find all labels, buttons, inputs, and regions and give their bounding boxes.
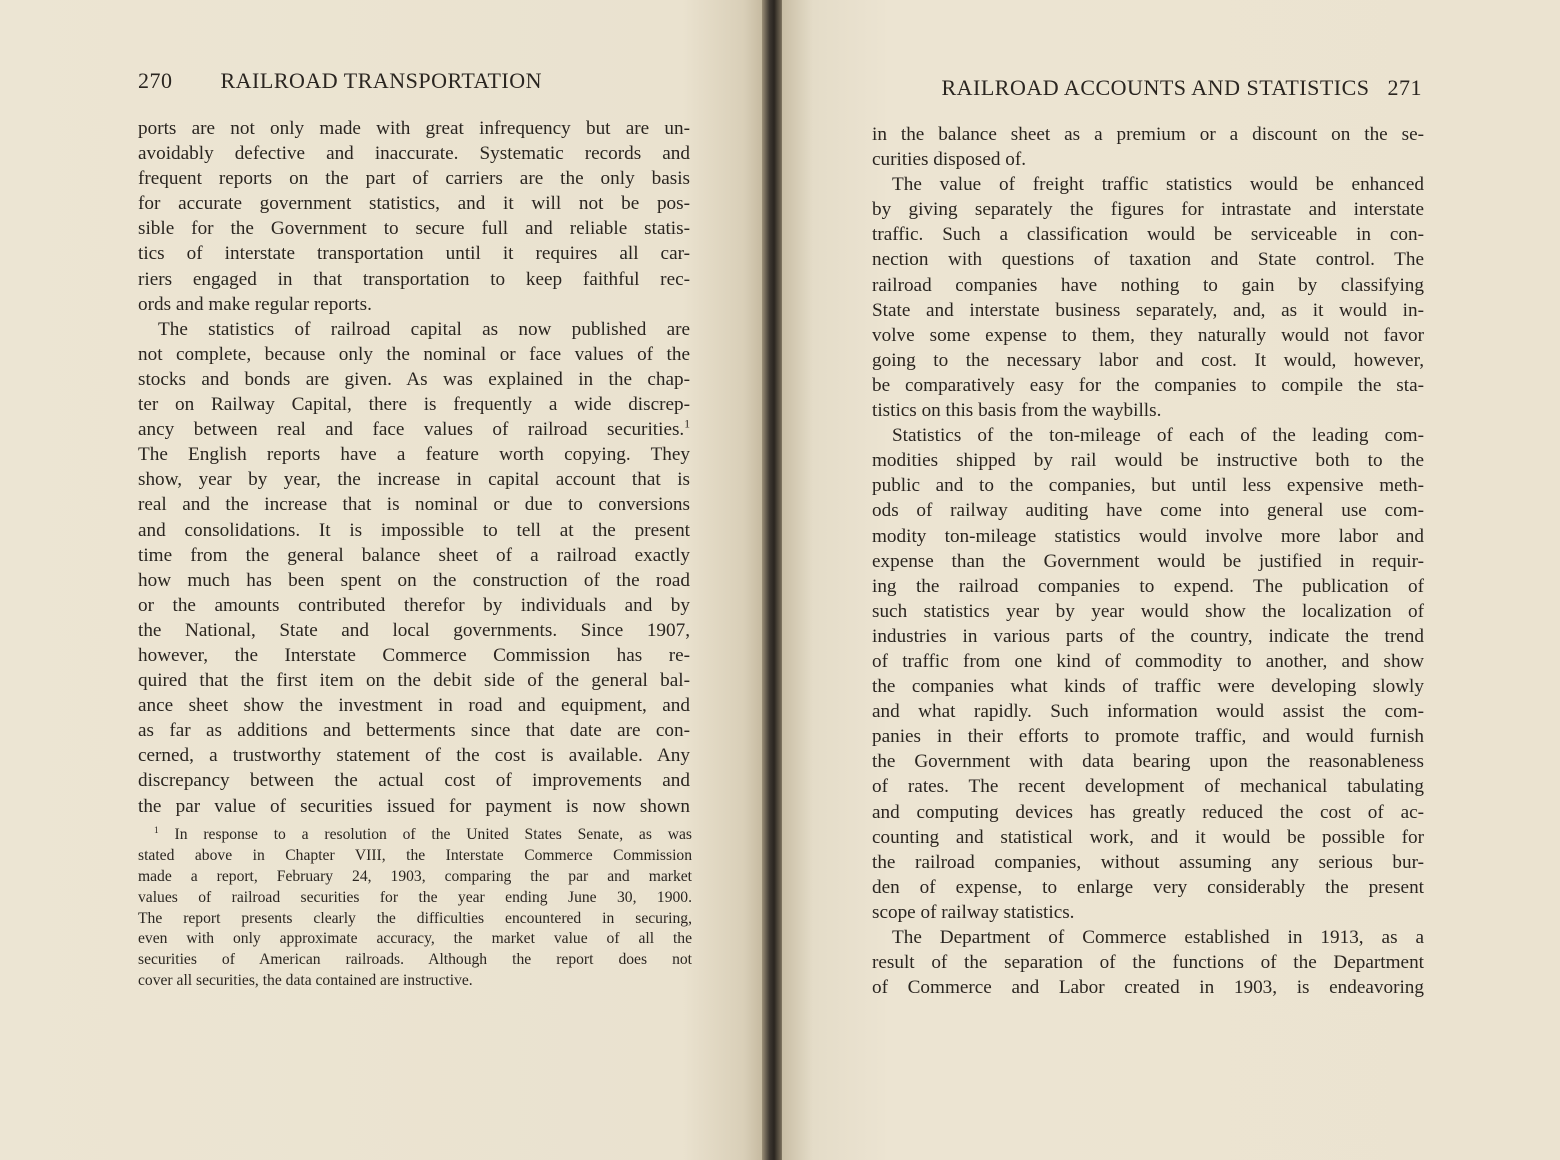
footnote-block [138,825,692,992]
text-line: going to the necessary labor and cost. It would, however, [872,349,1424,371]
text-line: counting and statistical work, and it would be possible for [872,826,1424,848]
text-line: ancy between real and face values of railroad securities. [138,419,685,441]
text-line: tistics on this basis from the waybills. [872,400,1162,422]
right-body-text [872,122,1424,1000]
text-line: The Department of Commerce established in 1913, as a [892,927,1424,948]
text-line: and computing devices has greatly reduced the cost of ac- [872,801,1424,823]
text-line: The value of freight traffic statistics would be enhanced [892,174,1424,196]
text-line: frequent reports on the part of carriers are the only basis [138,168,690,190]
footnote-line: The report presents clearly the difficulties encountered in securing, [138,909,692,927]
text-line: for accurate government statistics, and it will not be pos- [138,193,690,215]
footnote-line: values of railroad securities for the year ending June 30, 1900. [138,888,692,906]
text-line: den of expense, to enlarge very considerably the present [872,876,1424,898]
text-line: such statistics year by year would show the localization of [872,600,1424,622]
text-line: result of the separation of the functions of the Department [872,952,1424,974]
text-line: of rates. The recent development of mechanical tabulating [872,776,1424,798]
text-line: show, year by year, the increase in capital account that is [138,469,690,491]
footnote-line: made a report, February 24, 1903, comparing the par and market [138,867,692,885]
text-line: nection with questions of taxation and State control. The [872,249,1424,271]
text-line: of traffic from one kind of commodity to another, and show [872,650,1424,672]
text-line: not complete, because only the nominal or face values of the [138,343,690,365]
text-line: or the amounts contributed therefor by individuals and by [138,594,690,616]
text-line: the National, State and local governments. Since 1907, [138,619,690,641]
text-line: scope of railway statistics. [872,901,1075,923]
text-line-with-footnote-ref [138,417,690,442]
text-line: ods of railway auditing have come into general use com- [872,500,1424,522]
text-line: the companies what kinds of traffic were developing slowly [872,676,1424,698]
left-running-head [138,68,590,94]
text-line: riers engaged in that transportation to keep faithful rec- [138,268,690,290]
text-line: the Government with data bearing upon the reasonableness [872,751,1424,773]
text-line: however, the Interstate Commerce Commission has re- [138,644,690,666]
left-running-title: RAILROAD TRANSPORTATION [220,68,543,93]
text-line: and consolidations. It is impossible to tell at the present [138,519,690,541]
right-running-head [892,75,1422,101]
text-line: be comparatively easy for the companies to compile the sta- [872,374,1424,396]
left-page [0,0,775,1160]
book-gutter [762,0,784,1160]
footnote-text: In response to a resolution of the United States Senate, as was [174,826,692,843]
text-line: by giving separately the figures for intrastate and interstate [872,199,1424,221]
text-line: as far as additions and betterments since that date are con- [138,720,690,742]
footnote-marker: 1 [154,825,159,836]
footnote-line: stated above in Chapter VIII, the Interstate Commerce Commission [138,846,692,864]
text-line: The English reports have a feature worth copying. They [138,444,690,466]
text-line: curities disposed of. [872,149,1027,171]
text-line: ing the railroad companies to expend. The publication of [872,575,1424,597]
text-line: ords and make regular reports. [138,293,372,315]
text-line: industries in various parts of the country, indicate the trend [872,625,1424,647]
text-line: modity ton-mileage statistics would involve more labor and [872,525,1424,547]
right-running-title: RAILROAD ACCOUNTS AND STATISTICS [941,75,1370,100]
footnote-line: cover all securities, the data contained are instructive. [138,972,473,990]
text-line: sible for the Government to secure full and reliable statis- [138,218,690,240]
text-line: panies in their efforts to promote traffic, and would furnish [872,726,1424,748]
text-line: railroad companies have nothing to gain by classifying [872,274,1424,296]
text-line: the railroad companies, without assuming any serious bur- [872,851,1424,873]
footnote-reference: 1 [684,418,690,431]
footnote-line [138,825,692,846]
footnote-line: securities of American railroads. Although the report does not [138,951,692,969]
text-line: cerned, a trustworthy statement of the cost is available. Any [138,745,690,767]
right-page-number: 271 [1387,75,1422,100]
text-line: time from the general balance sheet of a railroad exactly [138,544,690,566]
footnote-line: even with only approximate accuracy, the market value of all the [138,930,692,948]
text-line: and what rapidly. Such information would assist the com- [872,701,1424,723]
text-line: tics of interstate transportation until it requires all car- [138,243,690,265]
text-line: avoidably defective and inaccurate. Systematic records and [138,143,690,165]
text-line: stocks and bonds are given. As was explained in the chap- [138,368,690,390]
text-line: how much has been spent on the construction of the road [138,569,690,591]
text-line: of Commerce and Labor created in 1903, is endeavoring [872,977,1424,999]
text-line: ance sheet show the investment in road and equipment, and [138,695,690,717]
left-page-number: 270 [138,68,173,93]
left-body-text [138,116,690,819]
text-line: public and to the companies, but until less expensive meth- [872,475,1424,497]
right-page [782,0,1560,1160]
text-line: in the balance sheet as a premium or a discount on the se- [872,124,1424,145]
text-line: expense than the Government would be justified in requir- [872,550,1424,572]
text-line: The statistics of railroad capital as now published are [158,318,690,340]
text-line: discrepancy between the actual cost of improvements and [138,770,690,792]
text-line: real and the increase that is nominal or due to conversions [138,494,690,516]
text-line: Statistics of the ton-mileage of each of the leading com- [892,425,1424,447]
text-line: the par value of securities issued for payment is now shown [138,795,690,817]
text-line: traffic. Such a classification would be serviceable in con- [872,224,1424,246]
text-line: State and interstate business separately, and, as it would in- [872,299,1424,321]
text-line: ports are not only made with great infrequency but are un- [138,118,690,139]
text-line: modities shipped by rail would be instructive both to the [872,450,1424,472]
text-line: ter on Railway Capital, there is frequently a wide discrep- [138,394,690,416]
text-line: volve some expense to them, they naturally would not favor [872,324,1424,346]
text-line: quired that the first item on the debit side of the general bal- [138,670,690,692]
